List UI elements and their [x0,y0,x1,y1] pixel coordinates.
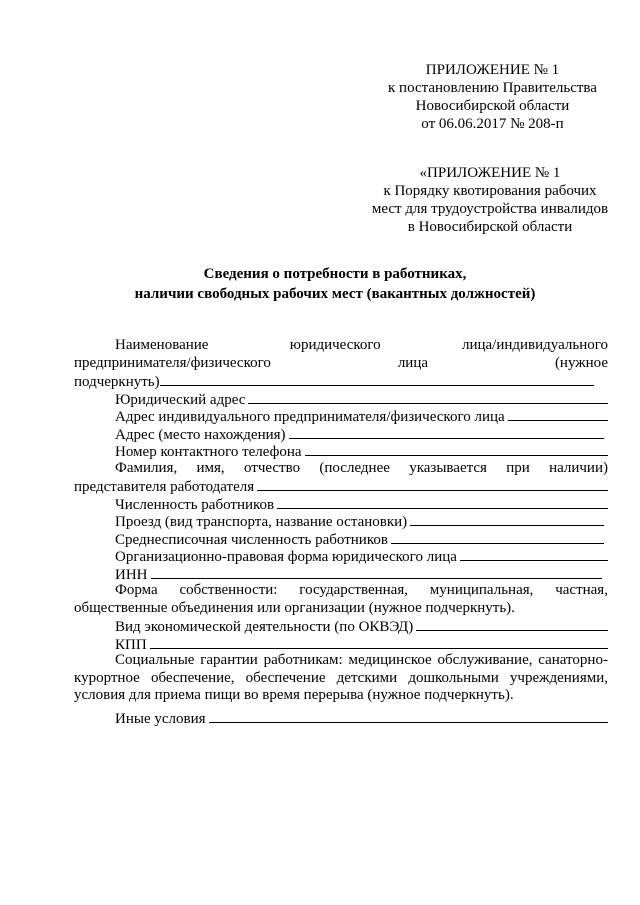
name-input-line[interactable] [160,372,594,386]
word: муниципальная, [429,582,534,598]
word: Социальные [115,652,195,668]
field-label: Численность работников [115,496,275,513]
legal-address-row [74,390,608,408]
phone-row [74,442,608,460]
word: гарантии [200,652,258,668]
word: медицинское [348,652,432,668]
field-label: Организационно-правовая форма юридического лица [115,549,457,565]
word: (нужное [554,354,608,371]
legal-form-input-line[interactable] [460,547,608,561]
word: наличии) [549,459,608,476]
word: собственности: [179,582,278,598]
word: юридического [289,337,381,353]
okved-input-line[interactable] [416,617,608,631]
name-line-3 [74,372,608,390]
word: работникам: [263,652,343,668]
title-line: Сведения о потребности в работниках, [203,266,467,282]
title-line: наличии свободных рабочих мест (вакантных должностей) [134,286,536,302]
word: указывается [409,459,487,476]
word: учреждениями, [509,669,608,686]
word: Форма [115,582,158,598]
employer-rep-input-line[interactable] [257,477,608,491]
avg-headcount-row [74,530,608,548]
field-label: Среднесписочная численность работников [115,531,388,548]
name-line-1 [74,337,608,355]
word: Фамилия, [115,459,178,476]
other-input-line[interactable] [209,709,609,723]
appendix-header-resolution [370,61,615,133]
word: обеспечение [245,669,326,686]
okved-row [74,617,608,635]
inn-row [74,565,608,583]
header-line: в Новосибирской области [407,219,573,235]
header-line: ПРИЛОЖЕНИЕ № 1 [425,62,560,78]
location-address-row [74,425,608,443]
form-body [74,337,608,726]
word: детскими [336,669,398,686]
word: предпринимателя/физического [74,354,271,371]
header-line: мест для трудоустройства инвалидов [371,201,609,217]
legal-form-row [74,547,608,565]
word: имя, [196,459,225,476]
name-line-2 [74,355,608,373]
word: Наименование [115,337,209,353]
field-text: условия для приема пищи во время перерыва (нужное подчеркнуть). [74,687,514,703]
field-label: Адрес индивидуального предпринимателя/физического лица [115,409,505,425]
word: отчество [243,459,301,476]
field-label: представителя работодателя [74,479,255,495]
field-label: ИНН [115,566,148,583]
other-row [74,709,608,727]
word: при [506,459,530,476]
avg-headcount-input-line[interactable] [391,530,604,544]
document-title [60,264,610,304]
field-label: подчеркнуть) [74,374,160,390]
field-label: КПП [115,636,147,653]
header-line: Новосибирской области [415,98,570,114]
field-text: общественные объединения или организации (нужное подчеркнуть). [74,599,515,616]
transport-input-line[interactable] [410,512,604,526]
word: курортное [74,669,140,686]
word: дошкольными [408,669,499,686]
field-label: Номер контактного телефона [115,444,302,460]
field-label: Проезд (вид транспорта, название остановки) [115,514,408,530]
phone-input-line[interactable] [305,442,608,456]
employer-rep-row [74,477,608,495]
word: государственная, [299,582,408,598]
social-line-1 [74,652,608,670]
word: санаторно- [538,652,608,668]
field-label: Вид экономической деятельности (по ОКВЭД) [115,619,414,635]
ip-address-row [74,407,608,425]
word: лица/индивидуального [461,337,608,353]
word: лица [397,354,429,371]
ip-address-input-line[interactable] [508,407,608,421]
fio-line-1 [74,460,608,478]
ownership-line-2 [74,600,608,618]
word: обеспечение, [150,669,235,686]
social-line-3 [74,687,608,705]
word: частная, [555,582,608,598]
appendix-header-procedure [360,164,620,236]
inn-input-line[interactable] [151,565,603,579]
header-line: к Порядку квотирования рабочих [383,183,597,199]
kpp-row [74,635,608,653]
header-line: «ПРИЛОЖЕНИЕ № 1 [419,165,561,181]
kpp-input-line[interactable] [150,635,608,649]
legal-address-input-line[interactable] [248,390,608,404]
field-label: Юридический адрес [115,391,246,408]
location-address-input-line[interactable] [289,425,604,439]
headcount-row [74,495,608,513]
header-line: к постановлению Правительства [388,80,597,96]
social-line-2 [74,670,608,688]
transport-row [74,512,608,530]
headcount-input-line[interactable] [277,495,608,509]
word: (последнее [319,459,390,476]
header-line: от 06.06.2017 № 208-п [421,116,564,132]
word: обслуживание, [437,652,533,668]
ownership-line-1 [74,582,608,600]
field-label: Иные условия [115,710,206,727]
field-label: Адрес (место нахождения) [115,426,286,443]
